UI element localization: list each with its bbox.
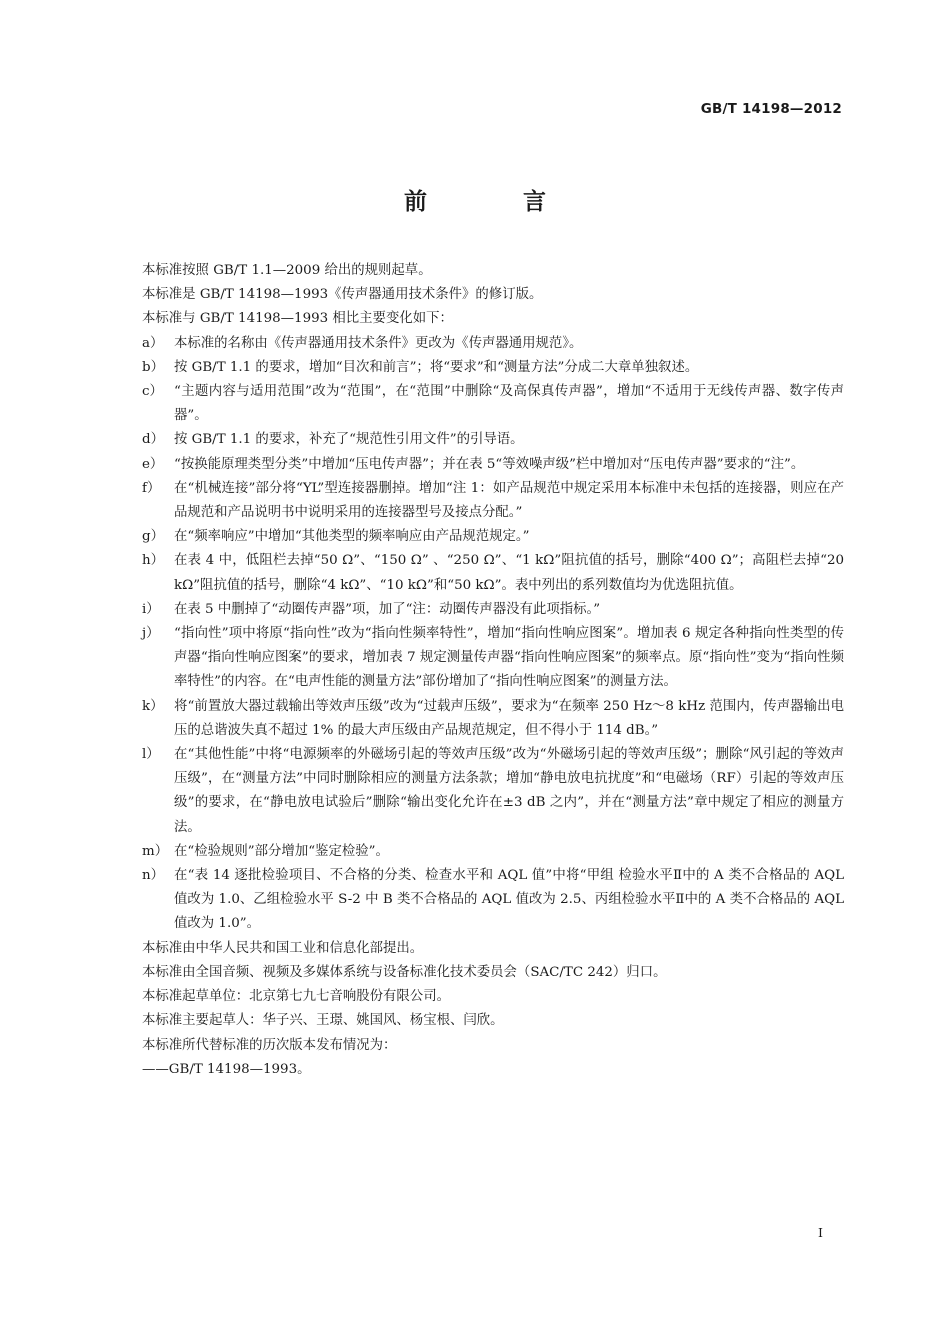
change-item-g xyxy=(142,525,844,549)
item-marker: l） xyxy=(142,747,160,763)
item-marker: a） xyxy=(142,335,164,351)
outro-paragraph: 本标准由全国音频、视频及多媒体系统与设备标准化技术委员会（SAC/TC 242）归口。 xyxy=(142,964,667,980)
change-item-n xyxy=(142,864,844,937)
item-text: “主题内容与适用范围”改为“范围”，在“范围”中删除“及高保真传声器”，增加“不适用于无线传声器、数字传声器”。 xyxy=(174,384,844,424)
item-marker: g） xyxy=(142,529,164,545)
outro-paragraph: ——GB/T 14198—1993。 xyxy=(142,1061,311,1077)
item-text: 将“前置放大器过载输出等效声压级”改为“过载声压级”，要求为“在频率 250 Hz～8 kHz 范围内，传声器输出电压的总谐波失真不超过 1% 的最大声压级由产品规范规定，但不得小于 114 dB。” xyxy=(174,698,844,738)
item-text: “按换能原理类型分类”中增加“压电传声器”；并在表 5“等效噪声级”栏中增加对“压电传声器”要求的“注”。 xyxy=(174,456,805,472)
item-text: 在“表 14 逐批检验项目、不合格的分类、检查水平和 AQL 值”中将“甲组 检验水平Ⅱ中的 A 类不合格品的 AQL 值改为 1.0、乙组检验水平 S-2 中 B 类不合格品的 AQL 值改为 2.5、丙组检验水平Ⅱ中的 A 类不合格品的 AQL 值改为 1.0”。 xyxy=(174,868,844,932)
item-marker: j） xyxy=(142,626,160,642)
item-marker: m） xyxy=(142,843,169,859)
item-marker: h） xyxy=(142,553,165,569)
item-text: 按 GB/T 1.1 的要求，增加“目次和前言”；将“要求”和“测量方法”分成二大章单独叙述。 xyxy=(174,359,699,375)
outro-paragraph: 本标准所代替标准的历次版本发布情况为： xyxy=(142,1037,397,1053)
item-text: 在表 5 中删掉了“动圈传声器”项，加了“注：动圈传声器没有此项指标。” xyxy=(174,601,601,617)
item-text: 在表 4 中，低阻栏去掉“50 Ω”、“150 Ω” 、“250 Ω”、“1 kΩ”阻抗值的括号，删除“400 Ω”；高阻栏去掉“20 kΩ”阻抗值的括号，删除“4 kΩ”、“10 kΩ”和“50 kΩ”。表中列出的系列数值均为优选阻抗值。 xyxy=(174,553,844,593)
intro-paragraph: 本标准与 GB/T 14198—1993 相比主要变化如下： xyxy=(142,311,453,327)
item-text: “指向性”项中将原“指向性”改为“指向性频率特性”，增加“指向性响应图案”。增加表 6 规定各种指向性类型的传声器“指向性响应图案”的要求，增加表 7 规定测量传声器“指向性响应图案”的频率点。原“指向性”变为“指向性频率特性”的内容。在“电声性能的测量方法”部份增加了“指向性响应图案”的测量方法。 xyxy=(174,626,844,690)
item-text: 在“其他性能”中将“电源频率的外磁场引起的等效声压级”改为“外磁场引起的等效声压级”；删除“风引起的等效声压级”，在“测量方法”中同时删除相应的测量方法条款；增加“静电放电抗扰度”和“电磁场（RF）引起的等效声压级”的要求，在“静电放电试验后”删除“输出变化允许在±3 dB 之内”，并在“测量方法”章中规定了相应的测量方法。 xyxy=(174,747,844,835)
change-item-m xyxy=(142,840,844,864)
standard-code: GB/T 14198—2012 xyxy=(700,101,842,117)
outro-paragraph: 本标准起草单位：北京第七九七音响股份有限公司。 xyxy=(142,989,450,1005)
item-text: 按 GB/T 1.1 的要求，补充了“规范性引用文件”的引导语。 xyxy=(174,432,524,448)
intro-paragraph: 本标准按照 GB/T 1.1—2009 给出的规则起草。 xyxy=(142,263,432,278)
page-number: I xyxy=(818,1225,823,1240)
item-marker: f） xyxy=(142,480,161,496)
document-body xyxy=(142,259,844,1082)
outro-paragraph: 本标准主要起草人：华子兴、王璟、姚国风、杨宝根、闫欣。 xyxy=(142,1013,504,1029)
change-item-l xyxy=(142,743,844,840)
item-text: 在“机械连接”部分将“YL”型连接器删掉。增加“注 1：如产品规范中规定采用本标准中未包括的连接器，则应在产品规范和产品说明书中说明采用的连接器型号及接点分配。” xyxy=(174,480,844,521)
item-marker: k） xyxy=(142,698,164,714)
page-title: 前 言 xyxy=(403,189,590,215)
item-marker: e） xyxy=(142,456,164,472)
item-marker: c） xyxy=(142,384,163,400)
change-item-k xyxy=(142,695,844,743)
change-item-j xyxy=(142,622,844,695)
change-item-b xyxy=(142,356,844,380)
item-text: 在“频率响应”中增加“其他类型的频率响应由产品规范规定。” xyxy=(174,529,530,545)
item-marker: d） xyxy=(142,432,164,448)
change-item-e xyxy=(142,453,844,477)
change-item-f xyxy=(142,477,844,525)
change-item-c xyxy=(142,380,844,428)
item-marker: n） xyxy=(142,868,165,884)
item-text: 在“检验规则”部分增加“鉴定检验”。 xyxy=(174,843,389,859)
change-item-a xyxy=(142,332,844,356)
change-item-d xyxy=(142,428,844,452)
outro-paragraph: 本标准由中华人民共和国工业和信息化部提出。 xyxy=(142,940,424,956)
item-marker: b） xyxy=(142,359,164,375)
intro-paragraph: 本标准是 GB/T 14198—1993《传声器通用技术条件》的修订版。 xyxy=(142,287,543,303)
item-text: 本标准的名称由《传声器通用技术条件》更改为《传声器通用规范》。 xyxy=(174,335,583,351)
item-marker: i） xyxy=(142,601,160,617)
change-item-i xyxy=(142,598,844,622)
change-item-h xyxy=(142,549,844,597)
